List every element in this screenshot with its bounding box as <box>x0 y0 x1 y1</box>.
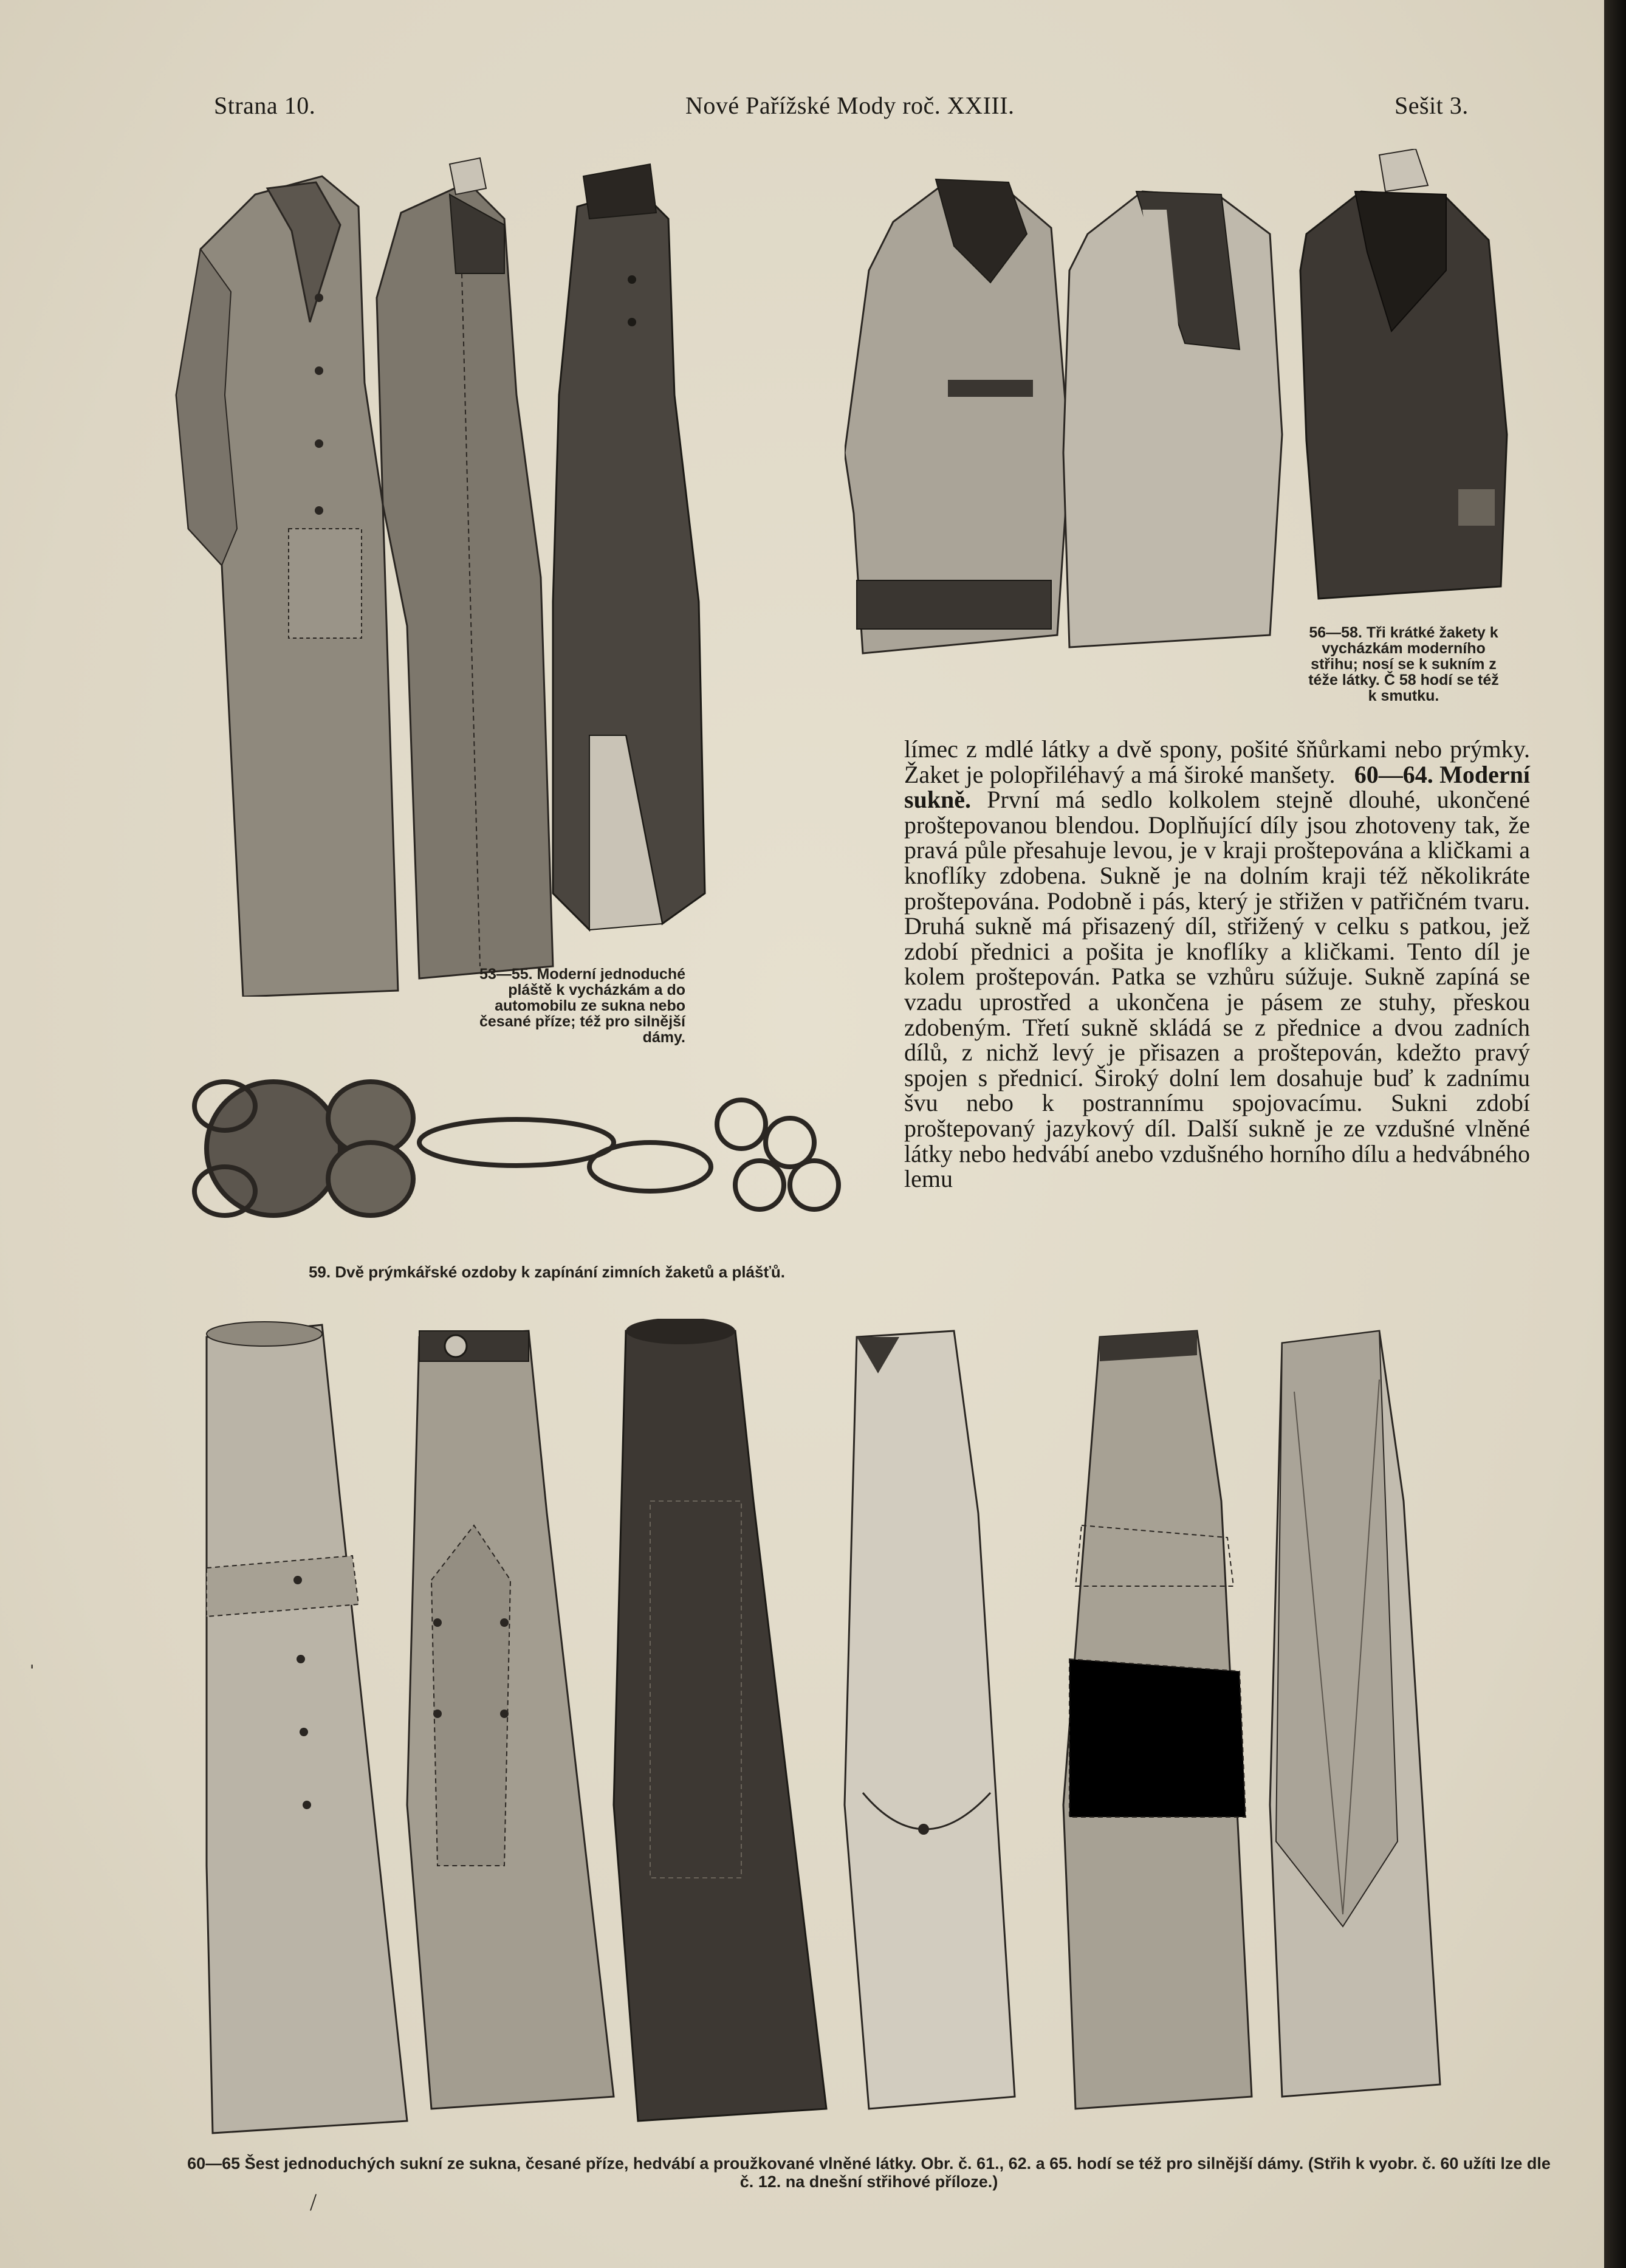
frog-ornament-large <box>194 1082 614 1215</box>
coat-54 <box>377 158 553 978</box>
skirts-caption: 60—65 Šest jednoduchých sukní ze sukna, česané příze, hedvábí a proužkované vlněné látky. Obr. č. 61., 62. a 65. hodí se též pro silnější dámy. (Střih k vyobr. č. 60 užíti lze dle č. 12. na dnešní střihové příloze.) <box>187 2154 1551 2191</box>
skirt-63 <box>845 1331 1015 2109</box>
jackets-caption: 56—58. Tři krátké žakety k vycházkám moderního střihu; nosí se k sukním z téže látky. Č 58 hodí se též k smutku. <box>1308 624 1499 704</box>
skirts-illustration <box>188 1319 1549 2145</box>
margin-mark: ˌ <box>28 1641 36 1669</box>
skirt-65 <box>1270 1331 1440 2097</box>
frog-ornament-small <box>589 1100 839 1209</box>
article-heading: 60—64. Moderní sukně. <box>904 760 1531 814</box>
jacket-58 <box>1300 149 1507 599</box>
coats-caption: 53—55. Moderní jednoduché pláště k vycházkám a do automobilu ze sukna nebo česané příze; též pro silnější dámy. <box>479 966 685 1046</box>
article-intro: límec z mdlé látky a dvě spony, pošité šňůrkami nebo prýmky. Žaket je polopřiléhavý a má široké manšety. <box>904 735 1530 788</box>
coat-55 <box>553 164 705 930</box>
coat-53 <box>176 176 398 997</box>
jacket-56 <box>845 179 1069 653</box>
margin-mark: / <box>310 2188 317 2216</box>
frog-ornaments-illustration <box>176 1027 875 1252</box>
article-body: První má sedlo kolkolem stejně dlouhé, ukončené proštepovanou blendou. Doplňující díly jsou zhotoveny tak, že pravá půle přesahuje levou, je v kraji proštepována a kličkami a knoflíky zdobena. Sukně je na dolním kraji též několikráte proštepována. Podobně i pás, který je střižen v patřičném tvaru. Druhá sukně má přisazený díl, střižený v celku s patkou, jež zdobí přednici a pošita je knoflíky a kličkami. Tento díl je kolem proštepován. Patka se vzhůru súžuje. Sukně zapíná se vzadu uprostřed a ukončena je pásem ze stuhy, přeskou zdobeným. Třetí sukně skládá se z přednice a dvou zadních dílů, z nichž levý je přisazen a proštepován, kdežto pravý spojen s přednicí. Široký dolní lem dosahuje buď k zadnímu švu nebo k postrannímu spojovacímu. Sukni zdobí proštepovaný jazykový díl. Další sukně je ze vzdušné vlněné látky nebo hedvábí anebo vzdušného horního dílu a hedvábného lemu <box>904 786 1530 1193</box>
skirt-64 <box>1063 1331 1252 2109</box>
skirt-61 <box>407 1331 614 2109</box>
magazine-title: Nové Pařížské Mody roč. XXIII. <box>685 92 1015 119</box>
skirt-62 <box>614 1319 826 2121</box>
jacket-57 <box>1063 191 1282 647</box>
skirt-60 <box>207 1322 407 2133</box>
article-text <box>904 737 1530 1192</box>
page-number: Strana 10. <box>214 92 316 119</box>
book-spine-shadow <box>1604 0 1626 2268</box>
jackets-illustration <box>845 149 1531 665</box>
frogs-caption: 59. Dvě prýmkářské ozdoby k zapínání zimních žaketů a plášťů. <box>308 1263 786 1281</box>
issue-number: Sešit 3. <box>1394 92 1469 119</box>
coats-illustration <box>164 140 711 997</box>
